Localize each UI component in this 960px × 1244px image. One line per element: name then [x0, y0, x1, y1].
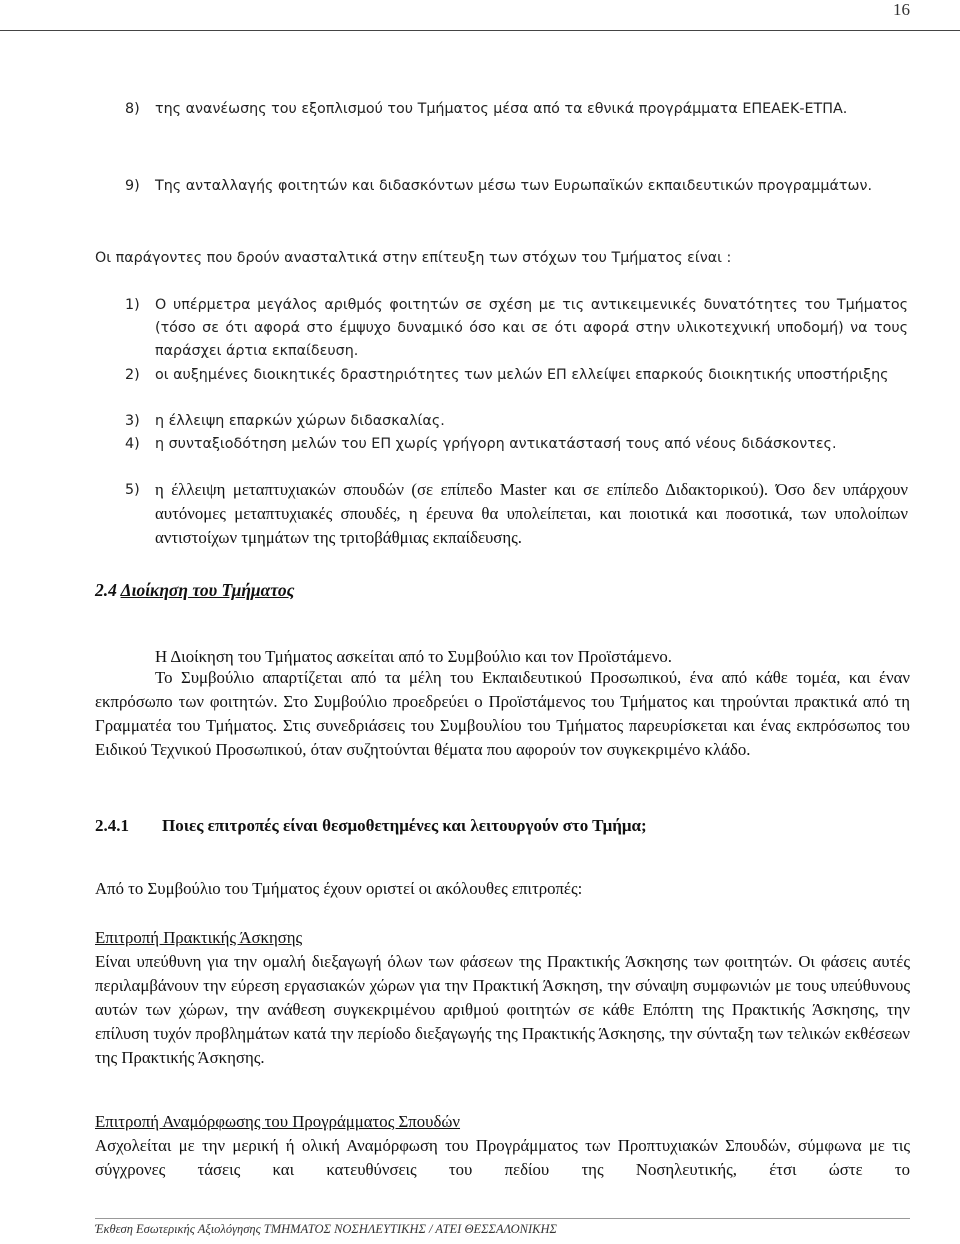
factor-number: 1)	[125, 297, 140, 313]
list-item-text: Της ανταλλαγής φοιτητών και διδασκόντων μέσω των Ευρωπαϊκών εκπαιδευτικών προγραμμάτων.	[155, 178, 873, 194]
factor-number: 2)	[125, 367, 140, 383]
section-2-4-para1: Η Διοίκηση του Τμήματος ασκείται από το Συμβούλιο και τον Προϊστάμενο.	[155, 647, 672, 666]
section-heading-2-4-1	[95, 816, 647, 836]
factor-text: η έλλειψη μεταπτυχιακών σπουδών (σε επίπεδο Master και σε επίπεδο Διδακτορικού). Όσο δεν υπάρχουν αυτόνομες μεταπτυχιακές σπουδές, η έρευνα θα υπολείπεται, και ποιοτικά και ποσοτικά, των υπολοίπων αντιστοίχων τμημάτων της τριτοβάθμιας εκπαίδευσης.	[155, 480, 908, 547]
factors-intro: Οι παράγοντες που δρούν ανασταλτικά στην επίτευξη των στόχων του Τμήματος είναι :	[95, 250, 732, 266]
factor-number: 4)	[125, 436, 140, 452]
factor-text: η έλλειψη επαρκών χώρων διδασκαλίας.	[155, 413, 445, 429]
list-item-number: 9)	[125, 178, 140, 194]
section-title: Διοίκηση του Τμήματος	[120, 580, 295, 600]
page-footer: Έκθεση Εσωτερικής Αξιολόγησης ΤΜΗΜΑΤΟΣ ΝΟΣΗΛΕΥΤΙΚΗΣ / ΑΤΕΙ ΘΕΣΣΑΛΟΝΙΚΗΣ	[95, 1222, 557, 1236]
list-item-number: 8)	[125, 101, 140, 117]
section-title: Ποιες επιτροπές είναι θεσμοθετημένες και λειτουργούν στο Τμήμα;	[162, 816, 647, 835]
section-2-4-para2: Το Συμβούλιο απαρτίζεται από τα μέλη του Εκπαιδευτικού Προσωπικού, ένα από κάθε τομέα, και έναν εκπρόσωπο των φοιτητών. Στο Συμβούλιο προεδρεύει ο Προϊστάμενος του Τμήματος και τηρούνται πρακτικά από τη Γραμματέα του Τμήματος. Στις συνεδριάσεις του Συμβουλίου του Τμήματος παρευρίσκεται και ένας εκπρόσωπος του Ειδικού Τεχνικού Προσωπικού, όταν συζητούνται θέματα που αφορούν τον συγκεκριμένο κλάδο.	[95, 668, 910, 759]
committee-text: Ασχολείται με την μερική ή ολική Αναμόρφωση του Προγράμματος των Προπτυχιακών Σπουδών, σύμφωνα με τις σύγχρονες τάσεις και κατευθύνσεις του πεδίου της Νοσηλευτικής, έτσι ώστε το	[95, 1136, 910, 1179]
header-rule	[0, 30, 960, 31]
factor-item	[125, 478, 908, 550]
section-number: 2.4	[95, 580, 117, 600]
footer-rule	[95, 1218, 910, 1219]
factor-item	[125, 294, 908, 363]
factor-number: 5)	[125, 482, 140, 498]
factor-text: Ο υπέρμετρα μεγάλος αριθμός φοιτητών σε σχέση με τις αντικειμενικές δυνατότητες του Τμήματος (τόσο σε ότι αφορά στο έμψυχο δυναμικό όσο και σε ότι αφορά στην υλικοτεχνική υποδομή) να τους παράσχει άρτια εκπαίδευση.	[155, 297, 908, 359]
committee-title: Επιτροπή Αναμόρφωσης του Προγράμματος Σπουδών	[95, 1112, 461, 1131]
section-heading-2-4	[95, 580, 294, 601]
factor-item	[125, 410, 908, 433]
factor-number: 3)	[125, 413, 140, 429]
committees-intro: Από το Συμβούλιο του Τμήματος έχουν οριστεί οι ακόλουθες επιτροπές:	[95, 879, 583, 898]
factor-item	[125, 364, 908, 387]
list-item	[125, 175, 908, 198]
page-number: 16	[893, 0, 910, 19]
factor-text: η συνταξιοδότηση μελών του ΕΠ χωρίς γρήγορη αντικατάστασή τους από νέους διδάσκοντες.	[155, 436, 837, 452]
factor-item	[125, 433, 908, 456]
list-item	[125, 98, 908, 121]
list-item-text: της ανανέωσης του εξοπλισμού του Τμήματος μέσα από τα εθνικά προγράμματα ΕΠΕΑΕΚ-ΕΤΠΑ.	[155, 101, 848, 117]
committee-text: Είναι υπεύθυνη για την ομαλή διεξαγωγή όλων των φάσεων της Πρακτικής Άσκησης των φοιτητών. Οι φάσεις αυτές περιλαμβάνουν την εύρεση εργασιακών χώρων για την Πρακτική Άσκηση, την σύναψη συμφωνιών με τους υπεύθυνους αυτών των χώρων, την ανάθεση συγκεκριμένου αριθμού φοιτητών σε κάθε Επόπτη της Πρακτικής Άσκησης, την επίλυση τυχόν προβλημάτων κατά την περίοδο διεξαγωγής της Πρακτικής Άσκησης, την σύνταξη των τελικών εκθέσεων της Πρακτικής Άσκησης.	[95, 952, 910, 1067]
section-number: 2.4.1	[95, 816, 129, 835]
committee-title: Επιτροπή Πρακτικής Άσκησης	[95, 928, 303, 947]
factor-text: οι αυξημένες διοικητικές δραστηριότητες των μελών ΕΠ ελλείψει επαρκούς διοικητικής υποστήριξης	[155, 367, 889, 383]
